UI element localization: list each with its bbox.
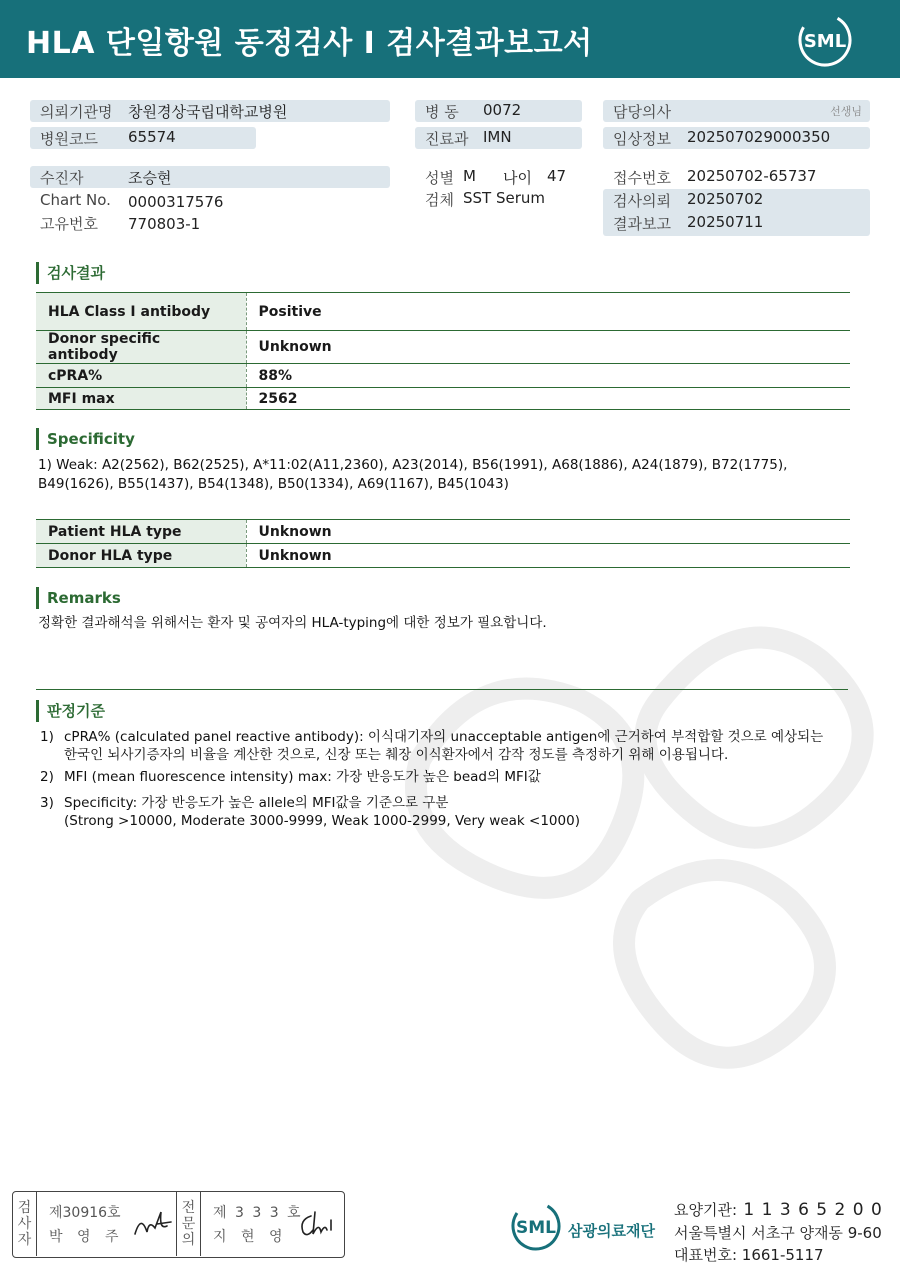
result-key: MFI max	[36, 388, 246, 410]
sml-footer-logo	[510, 1200, 562, 1252]
ward-label: 병 동	[425, 103, 459, 121]
criteria-line: cPRA% (calculated panel reactive antibody): 이식대기자의 unacceptable antigen에 근거하여 부적합할 것으로 예상되는	[64, 729, 824, 745]
specificity-title: Specificity	[36, 428, 135, 450]
chart-field	[30, 190, 390, 212]
specimen-field	[415, 188, 595, 210]
footer-phone-label: 대표번호:	[674, 1246, 738, 1264]
institution-field	[30, 100, 390, 122]
footer-phone	[674, 1244, 824, 1265]
examiner-label-char: 사	[17, 1216, 32, 1232]
svg-text:SML: SML	[516, 1218, 556, 1238]
specialist-name: 지 현 영	[213, 1229, 288, 1245]
criteria-line: 한국인 뇌사기증자의 비율을 계산한 것으로, 신장 또는 췌장 이식환자에서 감작 정도를 측정하기 위해 이용됩니다.	[64, 747, 729, 763]
hla-type-table	[36, 519, 850, 568]
hla-type-key: Donor HLA type	[36, 544, 246, 568]
sex-value: M	[463, 167, 476, 185]
result-value: Unknown	[246, 331, 850, 364]
dept-label: 진료과	[425, 130, 469, 148]
report-value: 20250711	[687, 213, 764, 231]
specificity-line-1: 1) Weak: A2(2562), B62(2525), A*11:02(A11,2360), A23(2014), B56(1991), A68(1886), A24(1879), B72(1775),	[38, 457, 788, 473]
institution-value: 창원경상국립대학교병원	[128, 103, 288, 121]
sex-age-field	[415, 166, 595, 188]
id-label: 고유번호	[40, 215, 98, 233]
age-label: 나이	[503, 169, 532, 187]
hospital-code-value: 65574	[128, 128, 176, 146]
specimen-value: SST Serum	[463, 189, 546, 207]
clinical-value: 202507029000350	[687, 128, 831, 146]
specialist-label-char: 의	[181, 1232, 196, 1248]
examiner-label	[13, 1192, 37, 1256]
results-title: 검사결과	[36, 262, 105, 284]
examiner-signature	[131, 1206, 177, 1242]
dept-value: IMN	[483, 128, 512, 146]
receipt-field	[603, 166, 870, 188]
receipt-value: 20250702-65737	[687, 167, 817, 185]
footer-org-name: 삼광의료재단	[568, 1222, 655, 1240]
specialist-license-no: 제 3 3 3 호	[213, 1205, 303, 1221]
hla-type-value: Unknown	[246, 544, 850, 568]
report-title: HLA 단일항원 동정검사 I 검사결과보고서	[26, 26, 593, 61]
result-value: 88%	[246, 364, 850, 388]
hla-type-value: Unknown	[246, 520, 850, 544]
examiner-label-char: 자	[17, 1232, 32, 1248]
remarks-title: Remarks	[36, 587, 121, 609]
hospital-code-field	[30, 127, 256, 149]
dept-field	[415, 127, 582, 149]
ward-field	[415, 100, 582, 122]
request-label: 검사의뢰	[613, 192, 671, 210]
sml-logo	[797, 12, 853, 68]
sex-label: 성별	[425, 169, 454, 187]
table-row	[36, 544, 850, 568]
receipt-label: 접수번호	[613, 169, 671, 187]
criteria-line: Specificity: 가장 반응도가 높은 allele의 MFI값을 기준으로 구분	[64, 795, 449, 811]
chart-value: 0000317576	[128, 193, 224, 211]
criteria-num: 3)	[40, 795, 54, 811]
table-row	[36, 520, 850, 544]
footer-address: 서울특별시 서초구 양재동 9-60	[674, 1224, 882, 1242]
result-value: Positive	[246, 293, 850, 331]
section-divider	[36, 689, 848, 690]
institution-label: 의뢰기관명	[40, 103, 113, 121]
doctor-label: 담당의사	[613, 103, 671, 121]
criteria-title: 판정기준	[36, 700, 105, 722]
id-field	[30, 212, 390, 234]
result-value: 2562	[246, 388, 850, 410]
result-key: HLA Class I antibody	[36, 293, 246, 331]
request-report-field	[603, 189, 870, 236]
specialist-label-char: 전	[181, 1200, 196, 1216]
criteria-line: MFI (mean fluorescence intensity) max: 가장 반응도가 높은 bead의 MFI값	[64, 769, 541, 785]
specimen-label: 검체	[425, 191, 454, 209]
table-row	[36, 364, 850, 388]
doctor-suffix: 선생님	[830, 105, 862, 118]
specificity-line-2: B49(1626), B55(1437), B54(1348), B50(1334), A69(1167), B45(1043)	[38, 476, 509, 492]
hospital-code-label: 병원코드	[40, 130, 98, 148]
examiner-license-no: 제30916호	[49, 1205, 121, 1221]
request-value: 20250702	[687, 190, 764, 208]
doctor-field	[603, 100, 870, 122]
patient-label: 수진자	[40, 169, 84, 187]
examiner-name: 박 영 주	[49, 1229, 124, 1245]
hla-type-key: Patient HLA type	[36, 520, 246, 544]
table-row	[36, 331, 850, 364]
report-header	[0, 0, 900, 78]
age-value: 47	[547, 167, 567, 185]
clinical-label: 임상정보	[613, 130, 671, 148]
specialist-label	[177, 1192, 201, 1256]
svg-text:SML: SML	[803, 31, 847, 52]
specialist-label-char: 문	[181, 1216, 196, 1232]
clinical-field	[603, 127, 870, 149]
criteria-num: 2)	[40, 769, 54, 785]
remarks-text: 정확한 결과해석을 위해서는 환자 및 공여자의 HLA-typing에 대한 정보가 필요합니다.	[38, 615, 547, 631]
result-key: Donor specific antibody	[36, 331, 246, 364]
criteria-num: 1)	[40, 729, 54, 745]
ward-value: 0072	[483, 101, 522, 119]
table-row	[36, 388, 850, 410]
patient-field	[30, 166, 390, 188]
footer-phone-value: 1661-5117	[737, 1246, 824, 1264]
footer-code-label: 요양기관:	[674, 1201, 738, 1219]
specialist-signature	[297, 1206, 341, 1242]
id-value: 770803-1	[128, 215, 201, 233]
footer-code	[674, 1199, 883, 1220]
chart-label: Chart No.	[40, 191, 111, 209]
report-label: 결과보고	[613, 215, 671, 233]
signature-box	[12, 1191, 345, 1258]
patient-value: 조승현	[128, 169, 172, 187]
footer-code-value: 1 1 3 6 5 2 0 0	[737, 1200, 883, 1220]
examiner-label-char: 검	[17, 1200, 32, 1216]
results-table	[36, 292, 850, 410]
table-row	[36, 293, 850, 331]
criteria-line: (Strong >10000, Moderate 3000-9999, Weak 1000-2999, Very weak <1000)	[64, 813, 580, 829]
result-key: cPRA%	[36, 364, 246, 388]
